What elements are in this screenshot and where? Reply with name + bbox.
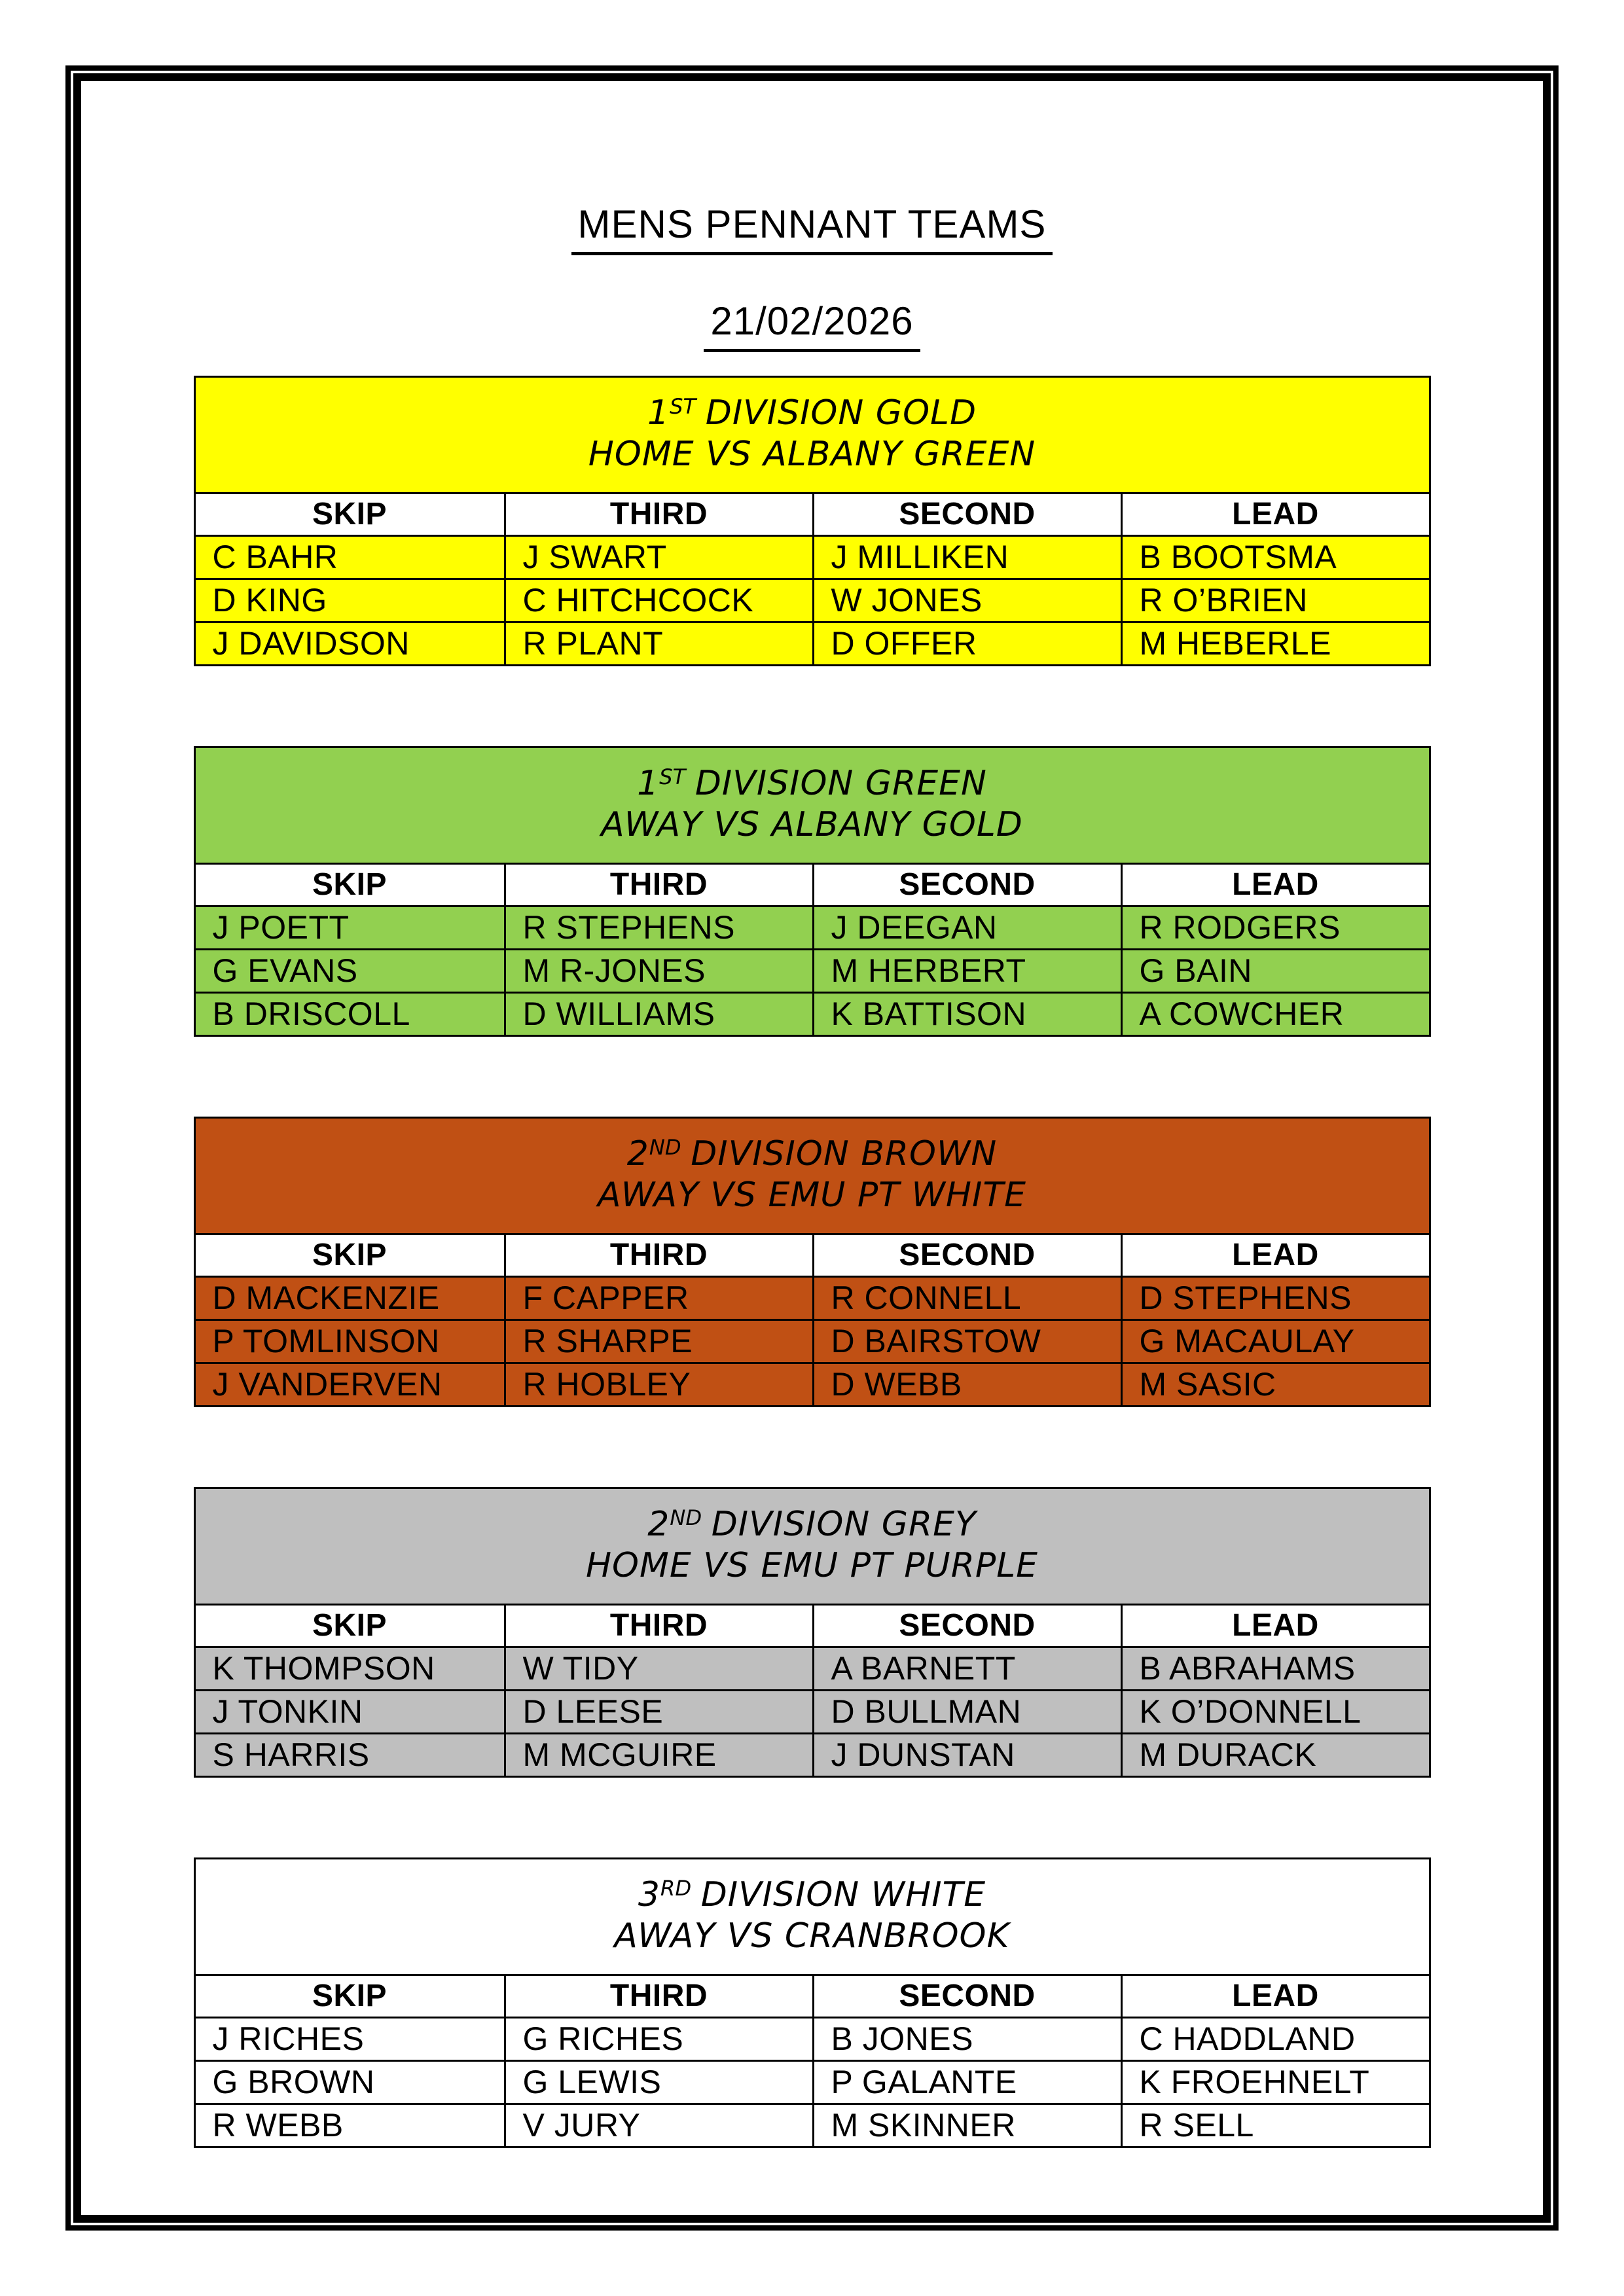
table-row [196, 907, 1429, 948]
division-table-green [194, 746, 1431, 1037]
page-title [0, 202, 1624, 255]
table-row [196, 1689, 1429, 1732]
column-header-second: SECOND [812, 1235, 1121, 1276]
division-ordinal: ST [659, 764, 686, 789]
player-cell: G MACAULAY [1121, 1321, 1429, 1362]
column-header-row [196, 865, 1429, 907]
player-cell: M DURACK [1121, 1734, 1429, 1776]
table-row [196, 2103, 1429, 2146]
column-header-lead: LEAD [1121, 865, 1429, 905]
column-header-lead: LEAD [1121, 1976, 1429, 2017]
player-cell: D WEBB [812, 1364, 1121, 1405]
column-header-skip: SKIP [312, 1979, 388, 2013]
player-cell: J DEEGAN [812, 907, 1121, 948]
player-cell: S HARRIS [212, 1736, 370, 1773]
column-header-second: SECOND [812, 865, 1121, 905]
division-title [196, 764, 1429, 803]
division-table-white [194, 1857, 1431, 2148]
division-title [196, 1875, 1429, 1914]
player-cell: B BOOTSMA [1121, 537, 1429, 578]
player-cell: J VANDERVEN [212, 1366, 442, 1403]
player-cell: R HOBLEY [504, 1364, 812, 1405]
player-cell: A COWCHER [1121, 994, 1429, 1035]
column-header-third: THIRD [504, 1605, 812, 1646]
division-ordinal: ND [649, 1134, 681, 1160]
division-title [196, 393, 1429, 433]
player-cell: G LEWIS [504, 2062, 812, 2103]
player-cell: M SASIC [1121, 1364, 1429, 1405]
player-cell: C BAHR [212, 539, 338, 575]
player-cell: M HERBERT [812, 950, 1121, 992]
player-cell: K BATTISON [812, 994, 1121, 1035]
column-header-second: SECOND [812, 1976, 1121, 2017]
player-cell: K FROEHNELT [1121, 2062, 1429, 2103]
division-title [196, 1134, 1429, 1174]
player-cell: R PLANT [504, 623, 812, 664]
player-cell: R SHARPE [504, 1321, 812, 1362]
player-cell: J SWART [504, 537, 812, 578]
player-cell: M SKINNER [812, 2105, 1121, 2146]
player-cell: J DAVIDSON [212, 625, 410, 662]
player-cell: M HEBERLE [1121, 623, 1429, 664]
division-ordinal: ST [670, 393, 696, 419]
player-cell: P GALANTE [812, 2062, 1121, 2103]
division-number: 2 [647, 1505, 670, 1544]
division-number: 2 [626, 1134, 649, 1174]
player-cell: B DRISCOLL [212, 996, 410, 1032]
table-row [196, 1319, 1429, 1362]
division-name: DIVISION GREEN [695, 764, 987, 803]
division-name: DIVISION WHITE [700, 1875, 986, 1914]
division-header-grey [196, 1489, 1429, 1605]
player-cell: J TONKIN [212, 1693, 363, 1730]
table-row [196, 1732, 1429, 1776]
player-cell: G EVANS [212, 952, 358, 989]
division-name: DIVISION BROWN [691, 1134, 998, 1174]
division-subtitle: HOME VS EMU PT PURPLE [585, 1546, 1039, 1585]
player-cell: V JURY [504, 2105, 812, 2146]
player-cell: J RICHES [212, 2020, 365, 2057]
player-cell: D LEESE [504, 1691, 812, 1732]
player-cell: J POETT [212, 909, 350, 946]
division-header-green [196, 748, 1429, 865]
player-cell: F CAPPER [504, 1278, 812, 1319]
division-header-white [196, 1859, 1429, 1976]
division-name: DIVISION GOLD [705, 393, 977, 433]
player-cell: G BROWN [212, 2064, 375, 2100]
table-row [196, 2018, 1429, 2060]
column-header-skip: SKIP [312, 867, 388, 902]
table-row [196, 1362, 1429, 1405]
column-header-third: THIRD [504, 865, 812, 905]
player-cell: D KING [212, 582, 327, 619]
table-row [196, 621, 1429, 664]
player-cell: G RICHES [504, 2018, 812, 2060]
player-cell: R WEBB [212, 2107, 344, 2144]
player-cell: C HITCHCOCK [504, 580, 812, 621]
column-header-third: THIRD [504, 1976, 812, 2017]
column-header-row [196, 494, 1429, 537]
division-table-gold [194, 376, 1431, 666]
division-title [196, 1505, 1429, 1544]
division-subtitle: AWAY VS ALBANY GOLD [601, 805, 1023, 844]
column-header-second: SECOND [812, 1605, 1121, 1646]
column-header-row [196, 1605, 1429, 1648]
table-row [196, 2060, 1429, 2103]
column-header-second: SECOND [812, 494, 1121, 535]
player-cell: D OFFER [812, 623, 1121, 664]
player-cell: W TIDY [504, 1648, 812, 1689]
player-cell: R O’BRIEN [1121, 580, 1429, 621]
player-cell: M R-JONES [504, 950, 812, 992]
player-cell: K O’DONNELL [1121, 1691, 1429, 1732]
division-name: DIVISION GREY [711, 1505, 977, 1544]
column-header-third: THIRD [504, 494, 812, 535]
table-row [196, 1648, 1429, 1689]
player-cell: C HADDLAND [1121, 2018, 1429, 2060]
table-row [196, 578, 1429, 621]
column-header-third: THIRD [504, 1235, 812, 1276]
column-header-row [196, 1235, 1429, 1278]
column-header-skip: SKIP [312, 497, 388, 531]
player-cell: M MCGUIRE [504, 1734, 812, 1776]
division-header-gold [196, 378, 1429, 494]
division-number: 1 [637, 764, 660, 803]
player-cell: D BAIRSTOW [812, 1321, 1121, 1362]
page-date-text: 21/02/2026 [704, 298, 920, 352]
player-cell: R STEPHENS [504, 907, 812, 948]
player-cell: P TOMLINSON [212, 1323, 440, 1359]
player-cell: R RODGERS [1121, 907, 1429, 948]
column-header-lead: LEAD [1121, 1605, 1429, 1646]
division-subtitle: AWAY VS EMU PT WHITE [598, 1175, 1026, 1215]
table-row [196, 1278, 1429, 1319]
division-subtitle: AWAY VS CRANBROOK [614, 1916, 1010, 1956]
division-table-grey [194, 1487, 1431, 1778]
division-number: 3 [638, 1875, 660, 1914]
player-cell: D BULLMAN [812, 1691, 1121, 1732]
column-header-lead: LEAD [1121, 1235, 1429, 1276]
division-header-brown [196, 1119, 1429, 1235]
column-header-lead: LEAD [1121, 494, 1429, 535]
player-cell: B JONES [812, 2018, 1121, 2060]
column-header-skip: SKIP [312, 1608, 388, 1643]
player-cell: J DUNSTAN [812, 1734, 1121, 1776]
column-header-row [196, 1976, 1429, 2018]
player-cell: J MILLIKEN [812, 537, 1121, 578]
column-header-skip: SKIP [312, 1238, 388, 1272]
page-date [0, 298, 1624, 352]
player-cell: W JONES [812, 580, 1121, 621]
player-cell: R SELL [1121, 2105, 1429, 2146]
table-row [196, 992, 1429, 1035]
division-number: 1 [647, 393, 670, 433]
division-table-brown [194, 1117, 1431, 1407]
player-cell: A BARNETT [812, 1648, 1121, 1689]
player-cell: D STEPHENS [1121, 1278, 1429, 1319]
player-cell: K THOMPSON [212, 1650, 435, 1687]
division-ordinal: RD [660, 1875, 692, 1901]
player-cell: D WILLIAMS [504, 994, 812, 1035]
player-cell: B ABRAHAMS [1121, 1648, 1429, 1689]
page-title-text: MENS PENNANT TEAMS [571, 202, 1053, 255]
division-subtitle: HOME VS ALBANY GREEN [588, 435, 1036, 474]
table-row [196, 537, 1429, 578]
player-cell: D MACKENZIE [212, 1280, 440, 1316]
player-cell: R CONNELL [812, 1278, 1121, 1319]
player-cell: G BAIN [1121, 950, 1429, 992]
division-ordinal: ND [670, 1505, 702, 1530]
table-row [196, 948, 1429, 992]
